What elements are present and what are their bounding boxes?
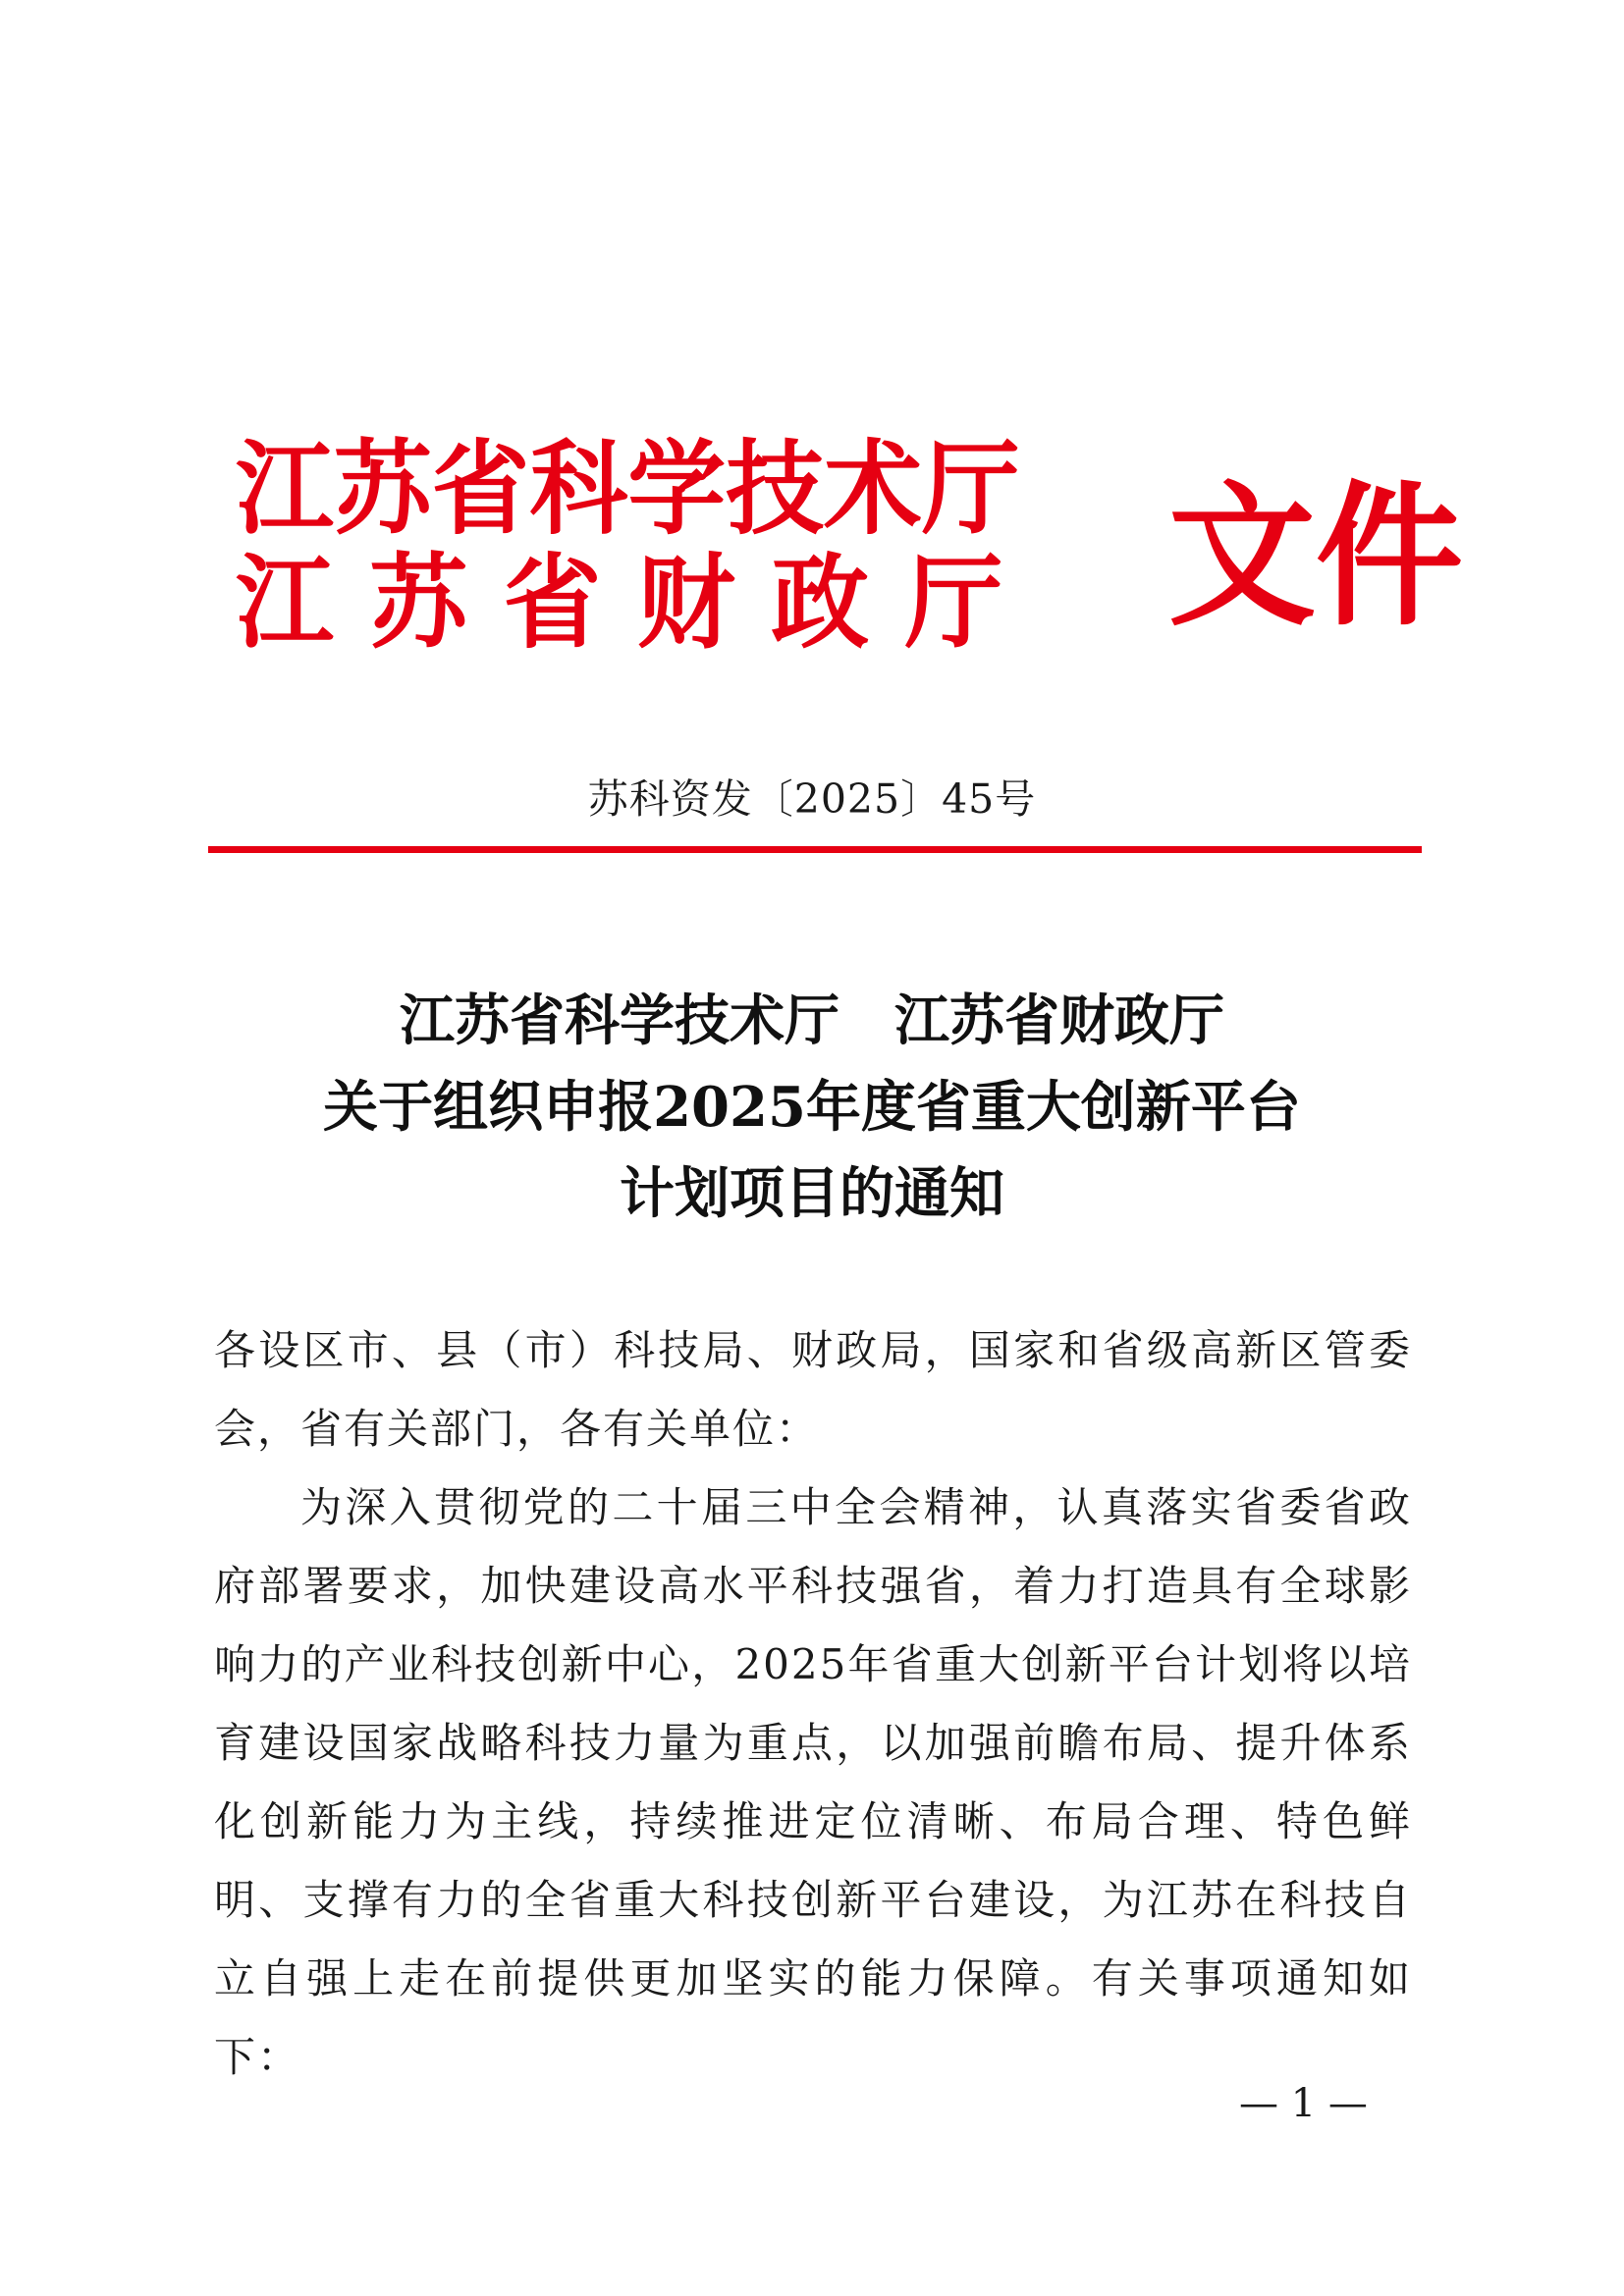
document-number: 苏科资发〔2025〕45号	[587, 775, 1037, 823]
issuer-science-technology-department: 江苏省科学技术厅	[236, 429, 1020, 549]
document-title	[0, 978, 1624, 1237]
title-line-1: 江苏省科学技术厅 江苏省财政厅	[400, 988, 1224, 1053]
red-masthead	[236, 429, 1464, 677]
issuing-authorities	[236, 429, 1060, 663]
page-number: — 1 —	[1239, 2081, 1368, 2126]
document-body	[214, 1311, 1412, 2097]
body-paragraph-1: 为深入贯彻党的二十届三中全会精神，认真落实省委省政府部署要求，加快建设高水平科技强省，着力打造具有全球影响力的产业科技创新中心，2025年省重大创新平台计划将以培育建设国家战略科技力量为重点，以加强前瞻布局、提升体系化创新能力为主线，持续推进定位清晰、布局合理、特色鲜明、支撑有力的全省重大科技创新平台建设，为江苏在科技自立自强上走在前提供更加坚实的能力保障。有关事项通知如下：	[214, 1483, 1412, 2081]
document-word: 文件	[1168, 467, 1464, 648]
title-line-3: 计划项目的通知	[620, 1161, 1004, 1226]
title-line-2: 关于组织申报2025年度省重大创新平台	[323, 1075, 1301, 1140]
red-divider-line	[208, 846, 1422, 853]
issuer-finance-department: 江苏省财政厅	[236, 543, 1039, 663]
salutation: 各设区市、县（市）科技局、财政局，国家和省级高新区管委会，省有关部门，各有关单位：	[214, 1326, 1412, 1453]
